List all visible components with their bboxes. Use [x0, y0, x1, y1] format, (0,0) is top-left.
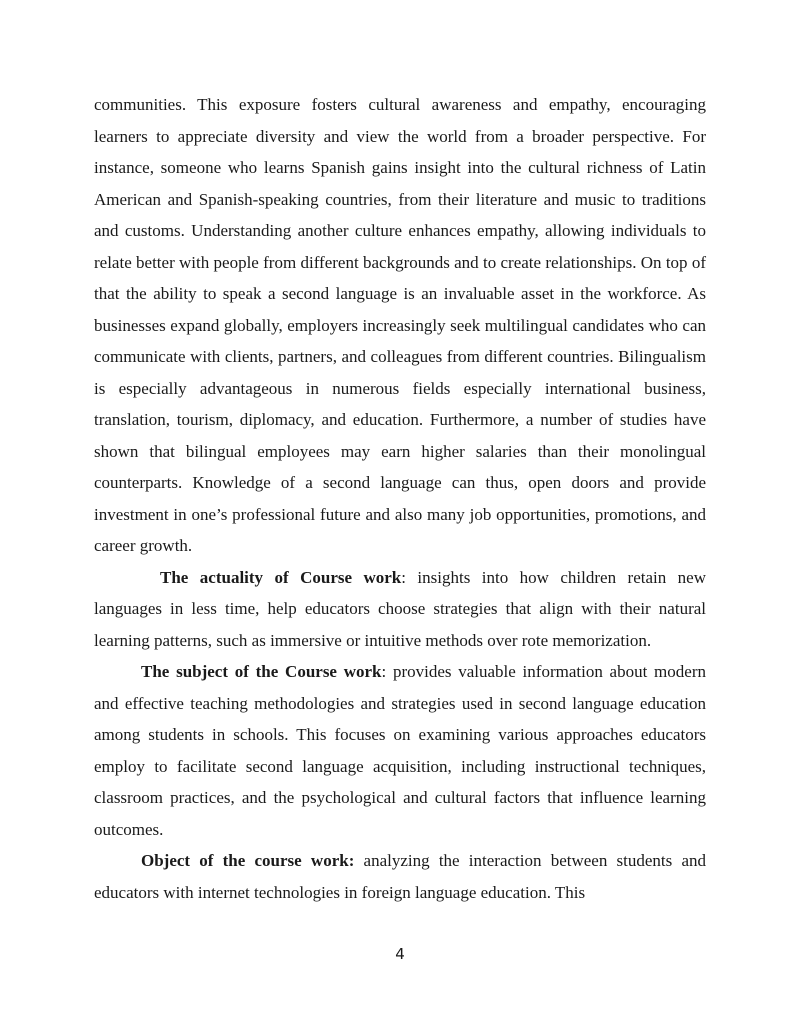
paragraph-lead: The subject of the Course work	[141, 662, 382, 681]
page-number: 4	[395, 945, 405, 963]
paragraph-text: : provides valuable information about modern and effective teaching methodologies and strategies used in second language education among students in schools. This focuses on examining various approaches educators employ to facilitate second language acquisition, including instructional techniques, classroom practices, and the psychological and cultural factors that influence learning outcomes.	[94, 662, 706, 839]
paragraph-actuality	[94, 562, 706, 657]
paragraph-text: communities. This exposure fosters cultural awareness and empathy, encouraging learners to appreciate diversity and view the world from a broader perspective. For instance, someone who learns Spanish gains insight into the cultural richness of Latin American and Spanish-speaking countries, from their literature and music to traditions and customs. Understanding another culture enhances empathy, allowing individuals to relate better with people from different backgrounds and to create relationships. On top of that the ability to speak a second language is an invaluable asset in the workforce. As businesses expand globally, employers increasingly seek multilingual candidates who can communicate with clients, partners, and colleagues from different countries. Bilingualism is especially advantageous in numerous fields especially international business, translation, tourism, diplomacy, and education. Furthermore, a number of studies have shown that bilingual employees may earn higher salaries than their monolingual counterparts. Knowledge of a second language can thus, open doors and provide investment in one’s professional future and also many job opportunities, promotions, and career growth.	[94, 95, 706, 555]
paragraph-continuation	[94, 89, 706, 562]
paragraph-text: : insights into how children retain new languages in less time, help educators choose strategies that align with their natural learning patterns, such as immersive or intuitive methods over rote memorization.	[94, 567, 706, 650]
paragraph-lead: The actuality of Course work	[160, 567, 402, 587]
paragraph-object	[94, 845, 706, 908]
page-body	[94, 89, 706, 908]
paragraph-subject	[94, 656, 706, 845]
paragraph-lead: Object of the course work:	[141, 851, 355, 870]
paragraph-text: analyzing the interaction between students and educators with internet technologies in foreign language education. This	[94, 851, 706, 902]
